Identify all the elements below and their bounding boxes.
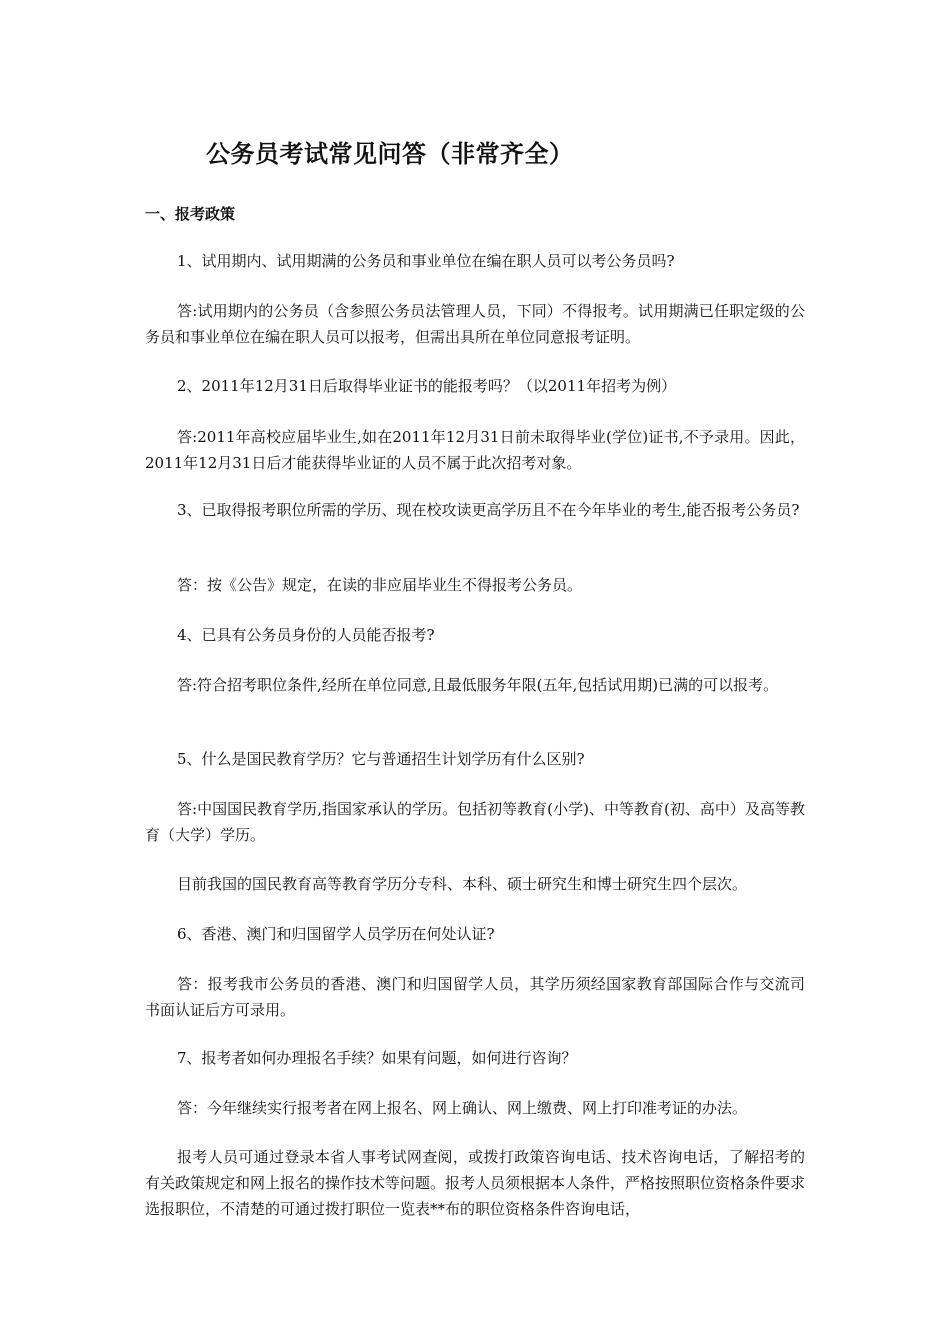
- answer-5-continued: 目前我国的国民教育高等教育学历分专科、本科、硕士研究生和博士研究生四个层次。: [177, 875, 748, 893]
- answer-2: 答:2011年高校应届毕业生,如在2011年12月31日前未取得毕业(学位)证书,不予录用。因此，2011年12月31日后才能获得毕业证的人员不属于此次招考对象。: [145, 428, 805, 472]
- answer-6: 答：报考我市公务员的香港、澳门和归国留学人员，其学历须经国家教育部国际合作与交流司书面认证后方可录用。: [145, 975, 805, 1019]
- section-heading: 一、报考政策: [145, 205, 236, 223]
- question-6: 6、香港、澳门和归国留学人员学历在何处认证?: [177, 925, 495, 943]
- answer-4: 答:符合招考职位条件,经所在单位同意,且最低服务年限(五年,包括试用期)已满的可以报考。: [177, 676, 779, 694]
- question-4: 4、已具有公务员身份的人员能否报考?: [177, 626, 435, 644]
- question-3: 3、已取得报考职位所需的学历、现在校攻读更高学历且不在今年毕业的考生,能否报考公务员?: [177, 501, 800, 519]
- answer-7: 答：今年继续实行报考者在网上报名、网上确认、网上缴费、网上打印准考证的办法。: [177, 1099, 748, 1117]
- question-1: 1、试用期内、试用期满的公务员和事业单位在编在职人员可以考公务员吗?: [177, 252, 675, 270]
- answer-1: 答:试用期内的公务员（含参照公务员法管理人员，下同）不得报考。试用期满已任职定级的公务员和事业单位在编在职人员可以报考，但需出具所在单位同意报考证明。: [145, 302, 805, 346]
- document-title: 公务员考试常见问答（非常齐全）: [206, 140, 574, 168]
- answer-3: 答：按《公告》规定，在读的非应届毕业生不得报考公务员。: [177, 576, 583, 594]
- answer-7-continued: 报考人员可通过登录本省人事考试网查阅，或拨打政策咨询电话、技术咨询电话，了解招考的有关政策规定和网上报名的操作技术等问题。报考人员须根据本人条件，严格按照职位资格条件要求选报职位，不清楚的可通过拨打职位一览表**布的职位资格条件咨询电话，: [145, 1148, 806, 1218]
- question-2: 2、2011年12月31日后取得毕业证书的能报考吗？（以2011年招考为例）: [177, 377, 677, 395]
- question-5: 5、什么是国民教育学历？它与普通招生计划学历有什么区别?: [177, 750, 585, 768]
- question-7: 7、报考者如何办理报名手续？如果有问题，如何进行咨询？: [177, 1049, 577, 1067]
- answer-5: 答:中国国民教育学历,指国家承认的学历。包括初等教育(小学)、中等教育(初、高中）及高等教育（大学）学历。: [145, 800, 805, 844]
